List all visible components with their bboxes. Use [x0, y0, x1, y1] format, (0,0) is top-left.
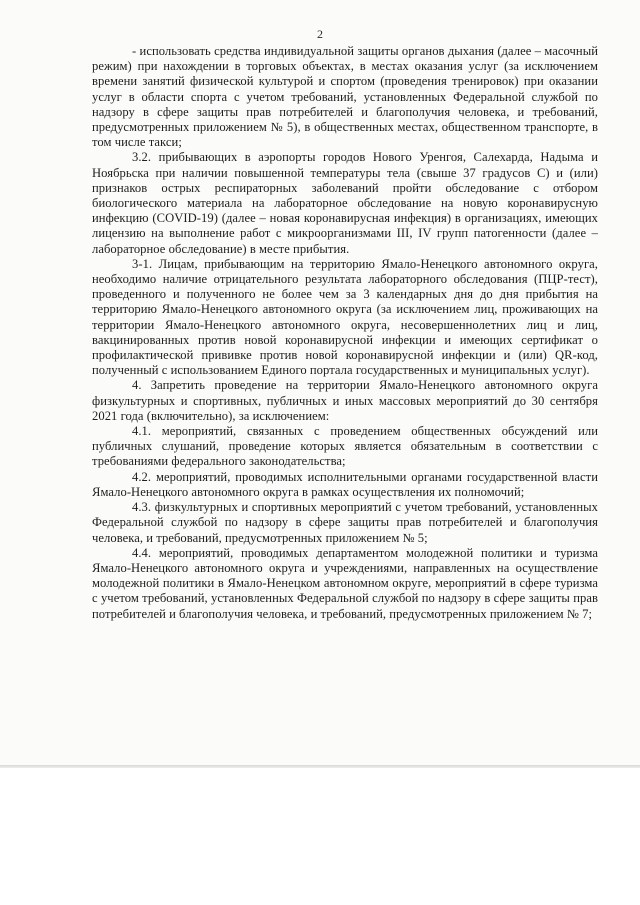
document-body — [92, 44, 598, 622]
paragraph-4-1-public-hearings: 4.1. мероприятий, связанных с проведением общественных обсуждений или публичных слушаний, проведение которых является обязательным в соответствии с требованиями федерального законодательства; — [92, 424, 598, 469]
page-number: 2 — [317, 27, 323, 41]
paragraph-4-2-government-events: 4.2. мероприятий, проводимых исполнительными органами государственной власти Ямало-Ненецкого автономного округа в рамках осуществления их полномочий; — [92, 469, 598, 499]
paragraph-4-3-sports-events: 4.3. физкультурных и спортивных мероприятий с учетом требований, установленных Федеральной службой по надзору в сфере защиты прав потребителей и благополучия человека, и требований, предусмотренных приложением № 5; — [92, 500, 598, 545]
paragraph-4-4-youth-tourism-events: 4.4. мероприятий, проводимых департаментом молодежной политики и туризма Ямало-Ненецкого автономного округа и учреждениями, направленных на осуществление молодежной политики в Ямало-Ненецком автономном округе, мероприятий в сфере туризма с учетом требований, установленных Федеральной службой по надзору в сфере защиты прав потребителей и благополучия человека, и требований, предусмотренных приложением № 7; — [92, 545, 598, 621]
paragraph-3-2-airport-arrivals: 3.2. прибывающих в аэропорты городов Нового Уренгоя, Салехарда, Надыма и Ноябрьска при наличии повышенной температуры тела (свыше 37 градусов С) и (или) признаков острых респираторных заболеваний пройти обследование с отбором биологического материала на лабораторное обследование на новую коронавирусную инфекцию (COVID-19) (далее – новая коронавирусная инфекция) в организациях, имеющих лицензию на выполнение работ с микроорганизмами III, IV групп патогенности (далее – лабораторное обследование) в месте прибытия. — [92, 150, 598, 256]
paragraph-4-event-ban: 4. Запретить проведение на территории Ямало-Ненецкого автономного округа физкультурных и спортивных, публичных и иных массовых мероприятий до 30 сентября 2021 года (включительно), за исключением: — [92, 378, 598, 423]
page-bottom-edge — [0, 765, 640, 768]
paragraph-mask-regime: - использовать средства индивидуальной защиты органов дыхания (далее – масочный режим) при нахождении в торговых объектах, в местах оказания услуг (за исключением времени занятий физической культурой и спортом (проведения тренировок) при оказании услуг в области спорта с учетом требований, установленных Федеральной службой по надзору в сфере защиты прав потребителей и благополучия человека, и требований, предусмотренных приложением № 5), в общественных местах, общественном транспорте, в том числе такси; — [92, 44, 598, 150]
paragraph-3-1-pcr-test: 3-1. Лицам, прибывающим на территорию Ямало-Ненецкого автономного округа, необходимо наличие отрицательного результата лабораторного обследования (ПЦР-тест), проведенного и полученного не более чем за 3 календарных дня до дня прибытия на территорию Ямало-Ненецкого автономного округа (за исключением лиц, проживающих на территории Ямало-Ненецкого автономного округа, несовершеннолетних лиц и лиц, вакцинированных против новой коронавирусной инфекции и имеющих сертификат о профилактической прививке против новой коронавирусной инфекции и (или) QR-код, полученный с использованием Единого портала государственных и муниципальных услуг). — [92, 256, 598, 378]
